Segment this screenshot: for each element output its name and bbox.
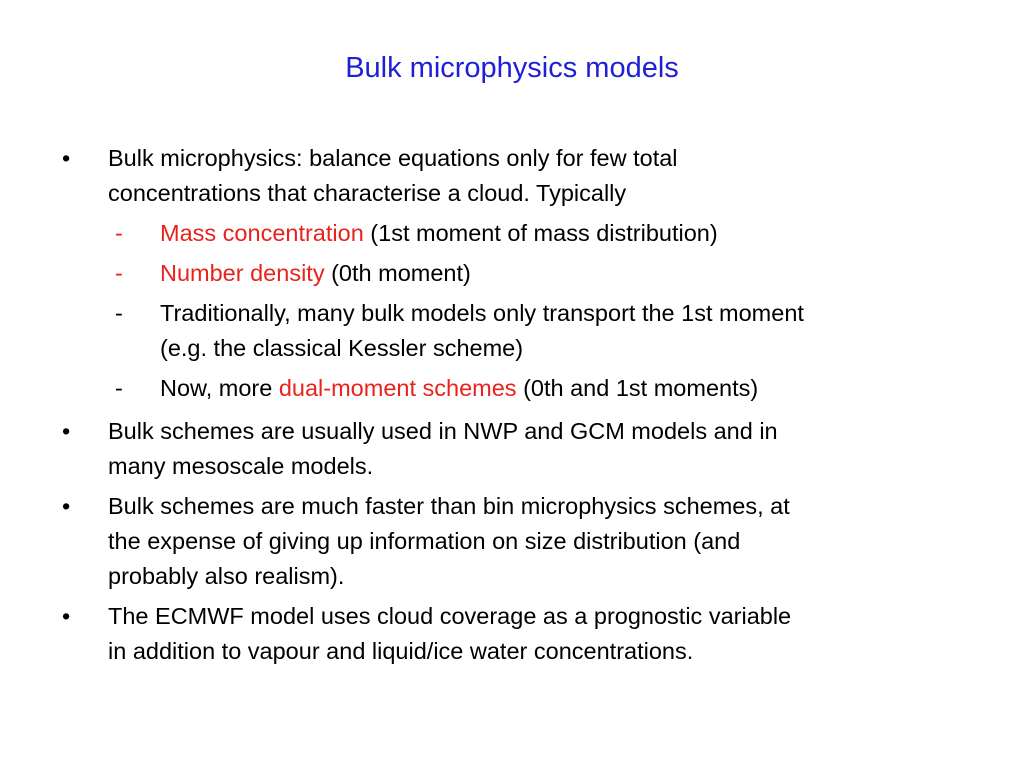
bullet-3-line-2: the expense of giving up information on size distribution (and [108, 528, 741, 554]
highlight-text: dual-moment schemes [278, 375, 517, 401]
bullet-3-line-1: Bulk schemes are much faster than bin microphysics schemes, at [108, 493, 790, 519]
dash-marker: - [115, 300, 123, 326]
bullet-1-line-1: Bulk microphysics: balance equations only for few total [108, 145, 678, 171]
subitem-traditionally-line-2: (e.g. the classical Kessler scheme) [160, 335, 524, 361]
bullet-3-line-3: probably also realism). [108, 563, 345, 589]
dash-marker: - [115, 260, 123, 286]
highlight-text: Mass concentration [160, 220, 364, 246]
subitem-mass-concentration [160, 216, 718, 251]
bullet-4-line-1: The ECMWF model uses cloud coverage as a prognostic variable [108, 603, 792, 629]
subitem-traditionally-line-1: Traditionally, many bulk models only transport the 1st moment [160, 300, 804, 326]
subitem-text: (0th moment) [324, 260, 471, 286]
subitem-dual-moment [160, 371, 758, 406]
highlight-text: Number density [160, 260, 325, 286]
bullet-2-line-1: Bulk schemes are usually used in NWP and GCM models and in [108, 418, 778, 444]
slide-title: Bulk microphysics models [345, 52, 679, 84]
dash-marker: - [115, 220, 123, 246]
bullet-1-line-2: concentrations that characterise a cloud. Typically [108, 180, 627, 206]
bullet-marker: • [62, 603, 71, 629]
subitem-text: Now, more [160, 375, 279, 401]
bullet-4-line-2: in addition to vapour and liquid/ice water concentrations. [108, 638, 694, 664]
bullet-marker: • [62, 145, 71, 171]
bullet-marker: • [62, 493, 71, 519]
subitem-text: (1st moment of mass distribution) [363, 220, 718, 246]
subitem-text: (0th and 1st moments) [516, 375, 759, 401]
dash-marker: - [115, 375, 123, 401]
bullet-2-line-2: many mesoscale models. [108, 453, 374, 479]
bullet-marker: • [62, 418, 71, 444]
subitem-number-density [160, 256, 471, 291]
